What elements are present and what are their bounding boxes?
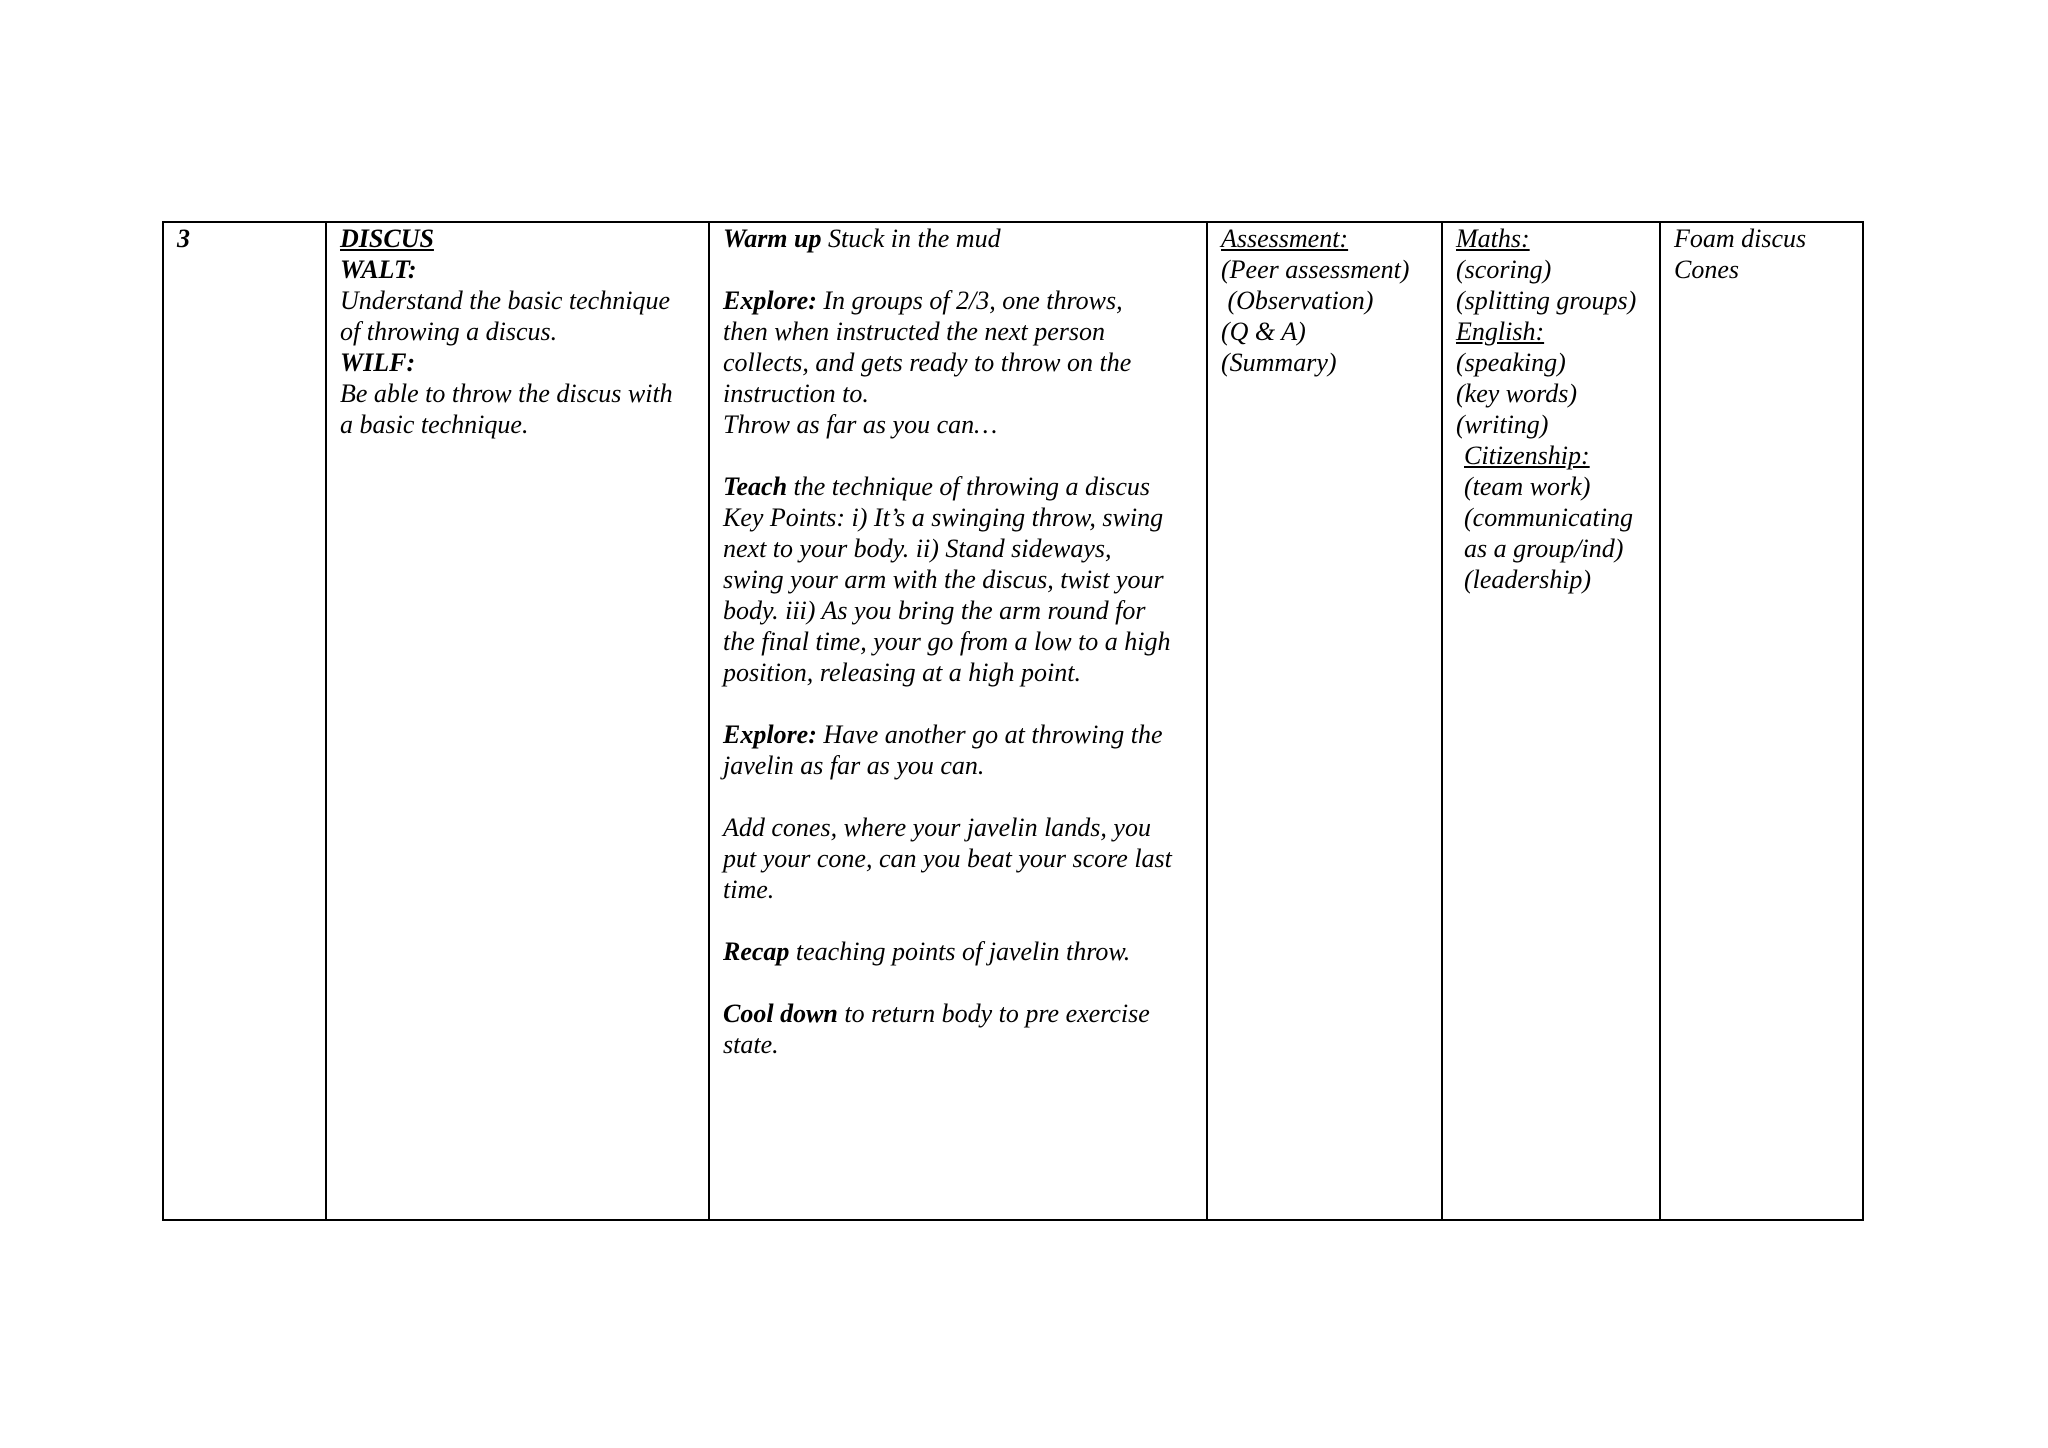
lesson-number-cell: [163, 222, 326, 1220]
recap-text: teaching points of javelin throw.: [789, 937, 1131, 966]
cones-text: time.: [723, 875, 775, 904]
maths-item: (scoring): [1456, 255, 1552, 284]
cooldown-text: state.: [723, 1030, 779, 1059]
assessment-cell: [1207, 222, 1442, 1220]
cones-text: Add cones, where your javelin lands, you: [723, 813, 1151, 842]
walt-text: Understand the basic technique: [340, 286, 670, 315]
teach-line: [723, 471, 1196, 502]
explore-again-text: Have another go at throwing the: [816, 720, 1163, 749]
wilf-label: WILF:: [340, 348, 416, 377]
cooldown-line: [723, 998, 1196, 1029]
explore-label: Explore:: [723, 286, 817, 315]
resource-item: Cones: [1674, 255, 1739, 284]
assessment-item: (Peer assessment): [1221, 255, 1410, 284]
cones-text: put your cone, can you beat your score last: [723, 844, 1172, 873]
lesson-title: DISCUS: [340, 224, 434, 253]
wilf-text: Be able to throw the discus with: [340, 379, 673, 408]
maths-item: (splitting groups): [1456, 286, 1637, 315]
warmup-line: [723, 223, 1196, 254]
explore-again-text: javelin as far as you can.: [723, 751, 985, 780]
lesson-number: 3: [177, 224, 190, 253]
cross-curricular-cell: [1442, 222, 1660, 1220]
assessment-label: Assessment:: [1221, 224, 1349, 253]
recap-line: [723, 936, 1196, 967]
activities-cell: [709, 222, 1207, 1220]
resource-item: Foam discus: [1674, 224, 1807, 253]
citizenship-item: (communicating: [1464, 503, 1633, 532]
teach-text: position, releasing at a high point.: [723, 658, 1081, 687]
lesson-plan-table: [162, 221, 1864, 1221]
objectives-cell: [326, 222, 709, 1220]
explore-text: In groups of 2/3, one throws,: [816, 286, 1123, 315]
walt-text: of throwing a discus.: [340, 317, 558, 346]
english-item: (writing): [1456, 410, 1549, 439]
explore-again-label: Explore:: [723, 720, 817, 749]
assessment-item: (Observation): [1221, 286, 1374, 315]
walt-label: WALT:: [340, 255, 417, 284]
cooldown-label: Cool down: [723, 999, 838, 1028]
assessment-item: (Summary): [1221, 348, 1337, 377]
assessment-item: (Q & A): [1221, 317, 1306, 346]
teach-text: the final time, your go from a low to a high: [723, 627, 1171, 656]
teach-text: Key Points: i) It’s a swinging throw, swing: [723, 503, 1164, 532]
teach-text: body. iii) As you bring the arm round for: [723, 596, 1146, 625]
teach-text: the technique of throwing a discus: [787, 472, 1151, 501]
citizenship-label: Citizenship:: [1464, 441, 1590, 470]
explore-line: [723, 285, 1196, 316]
warmup-text: Stuck in the mud: [821, 224, 1001, 253]
english-label: English:: [1456, 317, 1545, 346]
citizenship-item: as a group/ind): [1464, 534, 1624, 563]
citizenship-item: (leadership): [1464, 565, 1592, 594]
english-item: (key words): [1456, 379, 1578, 408]
explore-text: then when instructed the next person: [723, 317, 1105, 346]
explore-text: Throw as far as you can…: [723, 410, 998, 439]
explore-text: collects, and gets ready to throw on the: [723, 348, 1132, 377]
explore-text: instruction to.: [723, 379, 869, 408]
english-item: (speaking): [1456, 348, 1566, 377]
table-row: [163, 222, 1863, 1220]
wilf-text: a basic technique.: [340, 410, 529, 439]
citizenship-item: (team work): [1464, 472, 1591, 501]
explore-again-line: [723, 719, 1196, 750]
teach-text: next to your body. ii) Stand sideways,: [723, 534, 1112, 563]
recap-label: Recap: [723, 937, 790, 966]
teach-label: Teach: [723, 472, 788, 501]
resources-cell: [1660, 222, 1863, 1220]
teach-text: swing your arm with the discus, twist your: [723, 565, 1164, 594]
warmup-label: Warm up: [723, 224, 822, 253]
cooldown-text: to return body to pre exercise: [837, 999, 1150, 1028]
maths-label: Maths:: [1456, 224, 1530, 253]
citizenship-label-line: [1456, 440, 1649, 471]
